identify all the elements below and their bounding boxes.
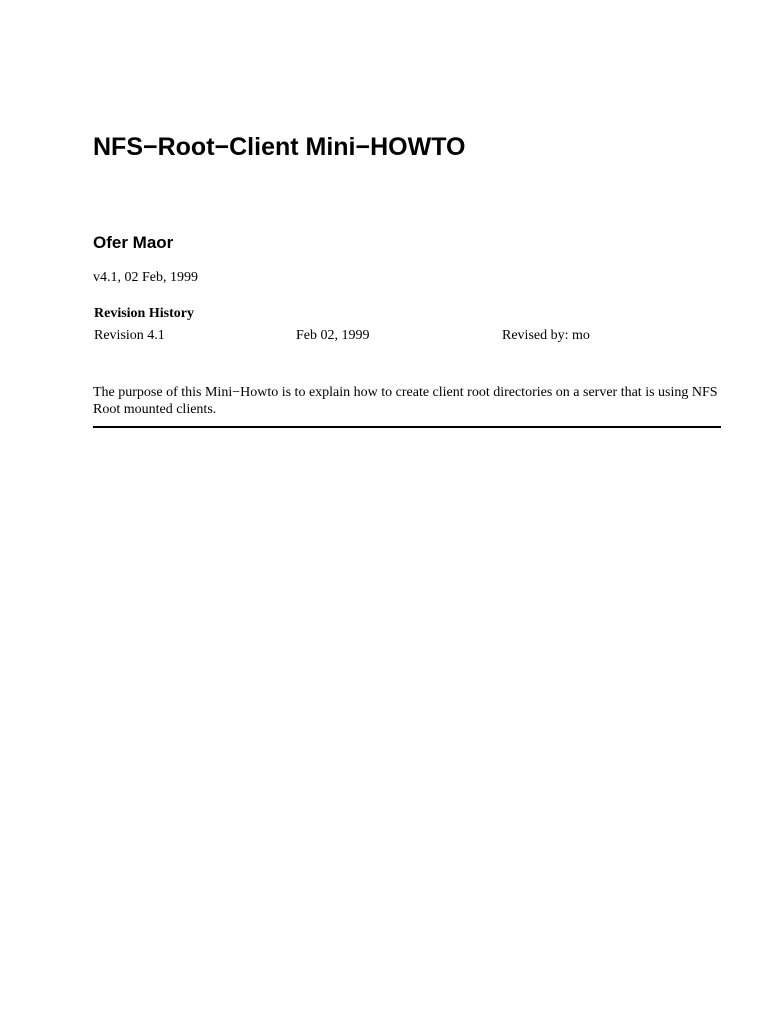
revision-history-row (94, 327, 654, 345)
revision-date: Feb 02, 1999 (296, 328, 370, 343)
version-line: v4.1, 02 Feb, 1999 (93, 270, 198, 285)
document-title: NFS−Root−Client Mini−HOWTO (93, 133, 466, 161)
revision-author: Revised by: mo (502, 328, 590, 343)
author-name: Ofer Maor (93, 233, 174, 252)
revision-number: Revision 4.1 (94, 328, 165, 343)
horizontal-rule (93, 426, 721, 428)
abstract-paragraph: The purpose of this Mini−Howto is to explain how to create client root directories on a server that is using NFS Root mounted clients. (93, 385, 718, 417)
revision-history-heading: Revision History (94, 306, 194, 321)
revision-history (94, 305, 654, 345)
